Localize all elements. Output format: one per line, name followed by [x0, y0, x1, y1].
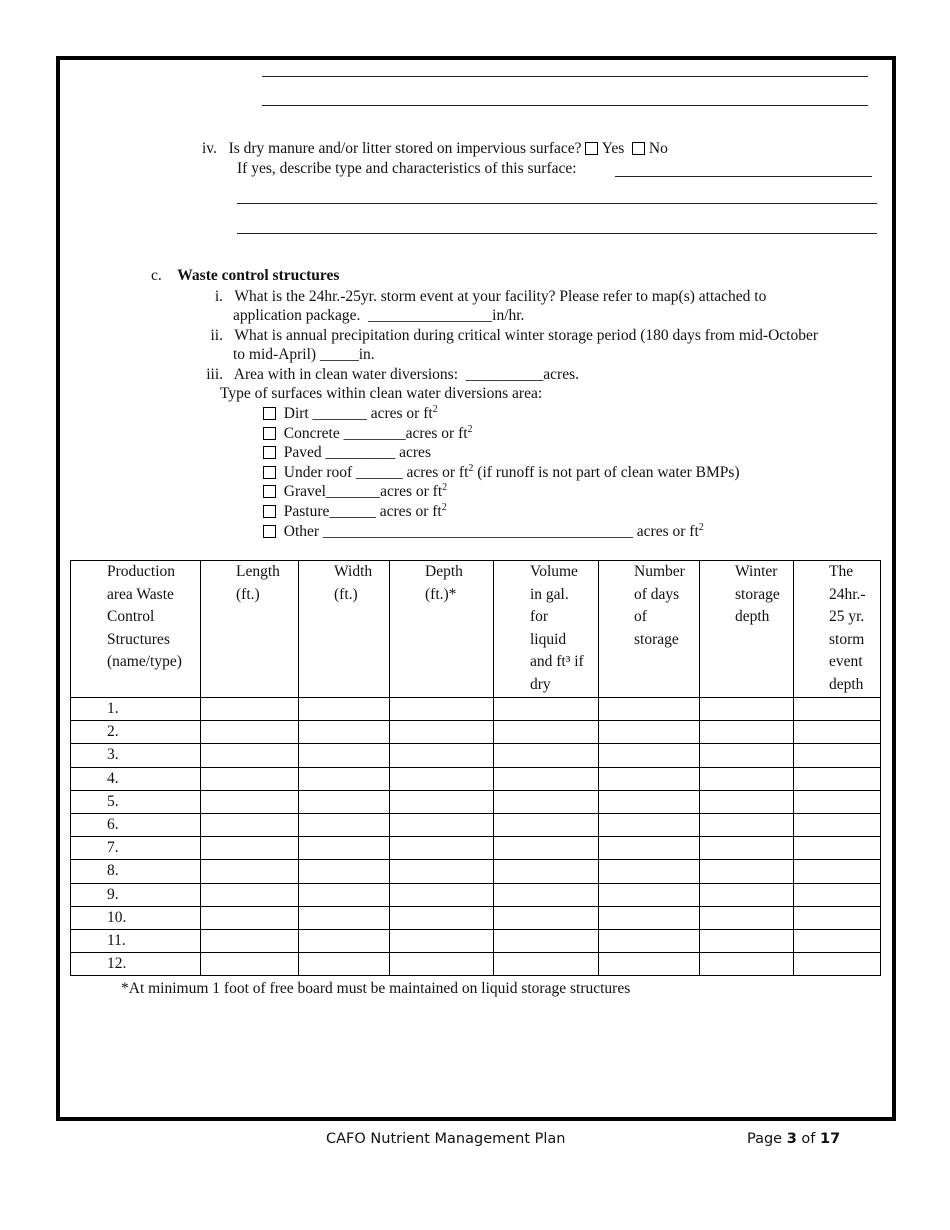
- item-i: [207, 287, 766, 307]
- item-text: What is the 24hr.-25yr. storm event at your facility? Please refer to map(s) attached to: [234, 288, 767, 305]
- item-iii: [198, 365, 579, 385]
- surface-blank[interactable]: ________: [339, 425, 406, 442]
- table-footnote: [121, 979, 630, 999]
- surface-name: Paved: [283, 444, 322, 461]
- table-cell[interactable]: [599, 953, 700, 976]
- footer-title: [326, 1131, 566, 1147]
- table-cell[interactable]: [494, 930, 599, 953]
- table-cell[interactable]: [390, 860, 494, 883]
- superscript: 2: [467, 424, 473, 435]
- followup-text: If yes, describe type and characteristics of this surface:: [237, 160, 577, 177]
- table-cell[interactable]: [599, 721, 700, 744]
- dirt-checkbox[interactable]: [263, 407, 276, 420]
- table-header-row: [71, 561, 881, 698]
- table-cell[interactable]: [794, 814, 881, 837]
- table-cell[interactable]: [201, 698, 299, 721]
- table-row: [71, 906, 881, 929]
- header-production-area: Production area Waste Control Structures (name/type): [71, 561, 201, 698]
- yes-checkbox[interactable]: [585, 142, 598, 155]
- item-text: Area with in clean water diversions:: [233, 366, 459, 383]
- table-cell[interactable]: [390, 883, 494, 906]
- superscript: 2: [442, 482, 448, 493]
- header-volume: Volume in gal. for liquid and ft³ if dry: [494, 561, 599, 698]
- row-number-cell: 12.: [71, 953, 201, 976]
- table-cell[interactable]: [599, 860, 700, 883]
- header-length: Length (ft.): [201, 561, 299, 698]
- row-number-cell: 6.: [71, 814, 201, 837]
- no-checkbox[interactable]: [632, 142, 645, 155]
- table-cell[interactable]: [700, 767, 794, 790]
- table-cell[interactable]: [299, 953, 390, 976]
- table-row: [71, 790, 881, 813]
- table-cell[interactable]: [299, 814, 390, 837]
- table-cell[interactable]: [494, 883, 599, 906]
- other-checkbox[interactable]: [263, 525, 276, 538]
- table-cell[interactable]: [201, 790, 299, 813]
- superscript: 2: [432, 404, 438, 415]
- superscript: 2: [698, 522, 704, 533]
- table-cell[interactable]: [794, 860, 881, 883]
- surface-type-label: [220, 384, 542, 404]
- item-marker: ii.: [210, 327, 223, 344]
- table-cell[interactable]: [201, 860, 299, 883]
- item-ii-line2: [233, 345, 375, 365]
- surface-description-line[interactable]: [615, 176, 872, 177]
- table-cell[interactable]: [390, 930, 494, 953]
- surface-unit: acres or ft: [370, 405, 433, 422]
- table-cell[interactable]: [700, 860, 794, 883]
- table-cell[interactable]: [599, 814, 700, 837]
- table-cell[interactable]: [494, 767, 599, 790]
- table-cell[interactable]: [494, 744, 599, 767]
- table-cell[interactable]: [700, 721, 794, 744]
- footnote-text: *At minimum 1 foot of free board must be maintained on liquid storage structures: [121, 980, 631, 997]
- section-marker: c.: [151, 267, 162, 284]
- table-cell[interactable]: [794, 906, 881, 929]
- surface-name: Pasture: [283, 503, 330, 520]
- table-cell[interactable]: [201, 744, 299, 767]
- table-cell[interactable]: [599, 698, 700, 721]
- table-cell[interactable]: [794, 837, 881, 860]
- table-cell[interactable]: [299, 767, 390, 790]
- table-cell[interactable]: [599, 790, 700, 813]
- table-cell[interactable]: [599, 744, 700, 767]
- table-cell[interactable]: [299, 698, 390, 721]
- under-roof-checkbox[interactable]: [263, 466, 276, 479]
- row-number-cell: 8.: [71, 860, 201, 883]
- item-ii: [201, 326, 818, 346]
- table-cell[interactable]: [299, 790, 390, 813]
- surface-unit: acres or ft: [380, 483, 443, 500]
- concrete-checkbox[interactable]: [263, 427, 276, 440]
- table-cell[interactable]: [201, 953, 299, 976]
- answer-line[interactable]: [262, 105, 868, 106]
- storm-event-blank[interactable]: ________________: [368, 307, 493, 324]
- page-number: [747, 1131, 840, 1147]
- table-cell[interactable]: [700, 744, 794, 767]
- item-i-line2: [233, 306, 524, 326]
- question-text: Is dry manure and/or litter stored on impervious surface?: [228, 140, 582, 157]
- table-cell[interactable]: [494, 721, 599, 744]
- table-row: [71, 767, 881, 790]
- header-storm-event-depth: The 24hr.- 25 yr. storm event depth: [794, 561, 881, 698]
- table-cell[interactable]: [599, 767, 700, 790]
- table-cell[interactable]: [390, 767, 494, 790]
- table-cell[interactable]: [390, 837, 494, 860]
- superscript: 2: [441, 502, 447, 513]
- row-number-cell: 10.: [71, 906, 201, 929]
- table-cell[interactable]: [390, 744, 494, 767]
- table-cell[interactable]: [700, 930, 794, 953]
- header-width: Width (ft.): [299, 561, 390, 698]
- surface-name: Gravel: [283, 483, 326, 500]
- paved-checkbox[interactable]: [263, 446, 276, 459]
- surface-option-concrete: [263, 424, 473, 444]
- section-c-heading: [151, 266, 339, 286]
- table-cell[interactable]: [299, 883, 390, 906]
- table-cell[interactable]: [700, 698, 794, 721]
- surface-option-other: [263, 522, 704, 542]
- table-row: [71, 953, 881, 976]
- table-cell[interactable]: [494, 860, 599, 883]
- table-cell[interactable]: [299, 744, 390, 767]
- table-cell[interactable]: [494, 698, 599, 721]
- table-cell[interactable]: [599, 906, 700, 929]
- table-cell[interactable]: [299, 906, 390, 929]
- item-marker: iv.: [202, 140, 217, 157]
- table-cell[interactable]: [390, 790, 494, 813]
- row-number-cell: 5.: [71, 790, 201, 813]
- table-cell[interactable]: [794, 744, 881, 767]
- row-number-cell: 1.: [71, 698, 201, 721]
- table-cell[interactable]: [390, 953, 494, 976]
- header-days-of-storage: Number of days of storage: [599, 561, 700, 698]
- table-cell[interactable]: [201, 883, 299, 906]
- table-cell[interactable]: [201, 837, 299, 860]
- surface-blank[interactable]: _______: [325, 483, 381, 500]
- row-number-cell: 7.: [71, 837, 201, 860]
- table-cell[interactable]: [794, 930, 881, 953]
- table-cell[interactable]: [390, 906, 494, 929]
- table-cell[interactable]: [201, 767, 299, 790]
- surface-blank[interactable]: ________________________________________: [319, 523, 637, 540]
- table-cell[interactable]: [494, 790, 599, 813]
- question-iv: [202, 139, 668, 159]
- header-depth: Depth (ft.)*: [390, 561, 494, 698]
- surface-blank[interactable]: _______: [308, 405, 371, 422]
- table-row: [71, 814, 881, 837]
- surface-name: Under roof: [283, 464, 353, 481]
- surface-name: Concrete: [283, 425, 340, 442]
- table-cell[interactable]: [700, 790, 794, 813]
- waste-control-structures-table: [70, 560, 881, 976]
- table-row: [71, 744, 881, 767]
- surface-unit: acres or ft: [406, 464, 469, 481]
- item-marker: i.: [214, 288, 223, 305]
- surface-option-paved: [263, 443, 431, 463]
- surface-name: Dirt: [283, 405, 309, 422]
- no-label: No: [648, 140, 668, 157]
- surface-unit: acres or ft: [405, 425, 468, 442]
- item-text: to mid-April): [233, 346, 317, 363]
- surface-option-dirt: [263, 404, 438, 424]
- row-number-cell: 3.: [71, 744, 201, 767]
- area-blank[interactable]: __________: [465, 366, 544, 383]
- page-total: 17: [820, 1131, 841, 1147]
- surface-note: (if runoff is not part of clean water BMPs): [473, 464, 740, 481]
- header-winter-storage-depth: Winter storage depth: [700, 561, 794, 698]
- page-current: 3: [786, 1131, 797, 1147]
- table-cell[interactable]: [599, 883, 700, 906]
- table-cell[interactable]: [794, 767, 881, 790]
- table-cell[interactable]: [700, 953, 794, 976]
- table-cell[interactable]: [700, 837, 794, 860]
- row-number-cell: 2.: [71, 721, 201, 744]
- surface-description-line[interactable]: [237, 233, 877, 234]
- table-cell[interactable]: [494, 953, 599, 976]
- item-text: What is annual precipitation during critical winter storage period (180 days from mid-October: [234, 327, 819, 344]
- table-cell[interactable]: [700, 814, 794, 837]
- surface-option-under-roof: [263, 463, 740, 483]
- item-text: application package.: [233, 307, 361, 324]
- surface-name: Other: [283, 523, 320, 540]
- answer-line[interactable]: [262, 76, 868, 77]
- table-cell[interactable]: [494, 837, 599, 860]
- row-number-cell: 9.: [71, 883, 201, 906]
- table-cell[interactable]: [599, 837, 700, 860]
- row-number-cell: 11.: [71, 930, 201, 953]
- table-row: [71, 698, 881, 721]
- surface-option-pasture: [263, 502, 447, 522]
- table-cell[interactable]: [299, 837, 390, 860]
- table-cell[interactable]: [794, 790, 881, 813]
- gravel-checkbox[interactable]: [263, 485, 276, 498]
- row-number-cell: 4.: [71, 767, 201, 790]
- table-cell[interactable]: [299, 721, 390, 744]
- surface-blank[interactable]: ______: [329, 503, 380, 520]
- surface-unit: acres: [399, 444, 431, 461]
- table-cell[interactable]: [794, 698, 881, 721]
- table-cell[interactable]: [794, 721, 881, 744]
- surface-unit: acres or ft: [379, 503, 442, 520]
- surface-blank[interactable]: ______: [352, 464, 407, 481]
- table-row: [71, 930, 881, 953]
- table-cell[interactable]: [599, 930, 700, 953]
- page-of: of: [801, 1131, 816, 1147]
- surface-option-gravel: [263, 482, 447, 502]
- table-cell[interactable]: [201, 814, 299, 837]
- table-cell[interactable]: [494, 814, 599, 837]
- table-cell[interactable]: [201, 906, 299, 929]
- table-row: [71, 883, 881, 906]
- table-cell[interactable]: [299, 860, 390, 883]
- precipitation-blank[interactable]: _____: [319, 346, 359, 363]
- table-cell[interactable]: [390, 721, 494, 744]
- table-cell[interactable]: [700, 883, 794, 906]
- table-row: [71, 860, 881, 883]
- page-word: Page: [747, 1131, 783, 1147]
- surface-blank[interactable]: _________: [321, 444, 400, 461]
- unit-label: in/hr.: [492, 307, 525, 324]
- unit-label: acres.: [543, 366, 579, 383]
- item-marker: iii.: [206, 366, 223, 383]
- table-cell[interactable]: [700, 906, 794, 929]
- table-cell[interactable]: [201, 930, 299, 953]
- table-cell[interactable]: [390, 698, 494, 721]
- followup-question: [237, 159, 577, 179]
- unit-label: in.: [358, 346, 375, 363]
- table-cell[interactable]: [390, 814, 494, 837]
- table-cell[interactable]: [494, 906, 599, 929]
- table-cell[interactable]: [794, 953, 881, 976]
- surface-description-line[interactable]: [237, 203, 877, 204]
- table-row: [71, 721, 881, 744]
- surface-type-text: Type of surfaces within clean water diversions area:: [220, 385, 543, 402]
- table-row: [71, 837, 881, 860]
- yes-label: Yes: [601, 140, 625, 157]
- surface-unit: acres or ft: [636, 523, 699, 540]
- table-cell[interactable]: [794, 883, 881, 906]
- pasture-checkbox[interactable]: [263, 505, 276, 518]
- superscript: 2: [468, 463, 474, 474]
- document-title: CAFO Nutrient Management Plan: [326, 1131, 566, 1147]
- table-cell[interactable]: [201, 721, 299, 744]
- table-cell[interactable]: [299, 930, 390, 953]
- section-title: Waste control structures: [177, 267, 340, 284]
